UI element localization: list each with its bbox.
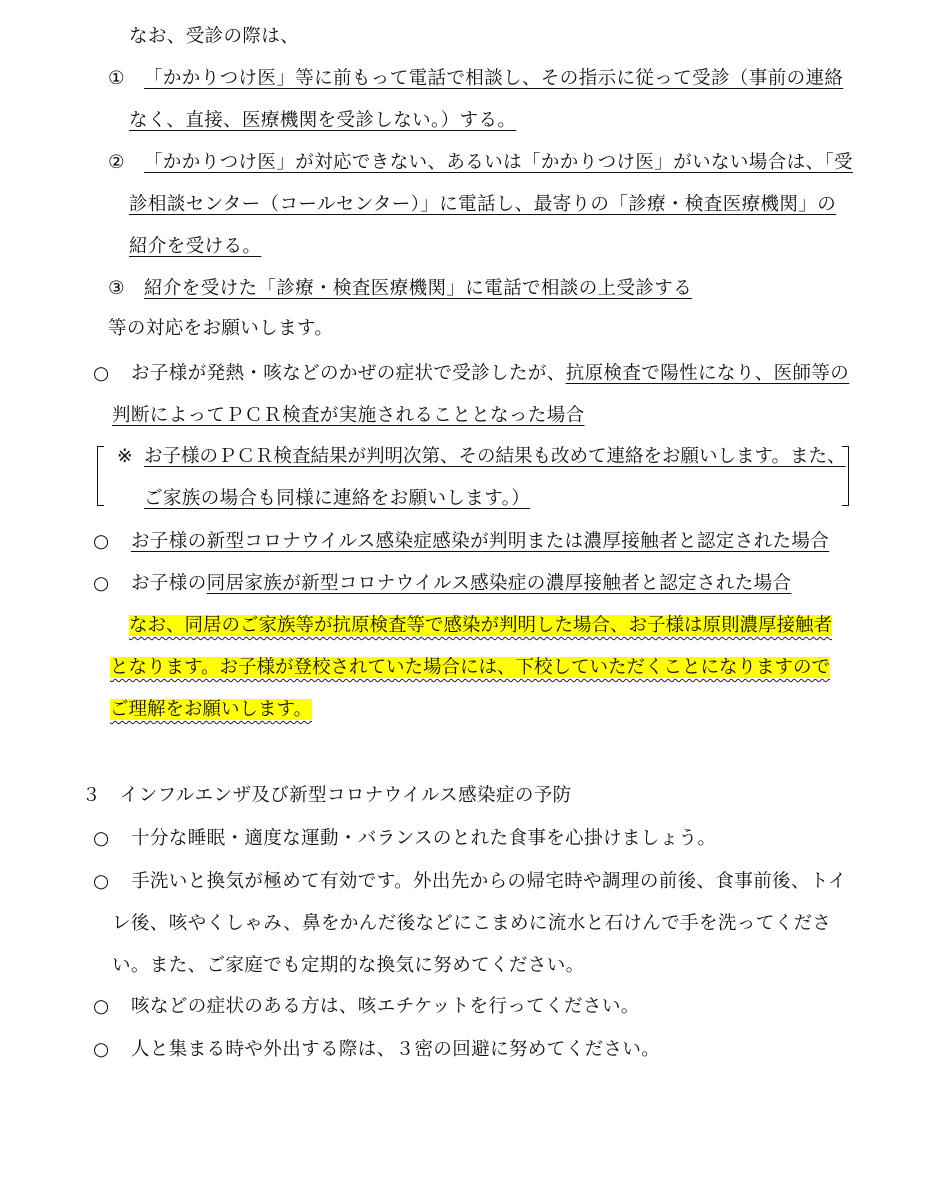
highlight-text-2: となります。お子様が登校されていた場合には、下校していただくことになりますので: [110, 657, 831, 678]
item-2-line1: 「かかりつけ医」が対応できない、あるいは「かかりつけ医」がいない場合は、「受: [144, 152, 853, 173]
highlight-text-1: なお、同居のご家族等が抗原検査等で感染が判明した場合、お子様は原則濃厚接触者: [129, 615, 833, 636]
bullet-circle-icon: ○: [93, 871, 110, 892]
bullet-circle-icon: ○: [93, 573, 110, 594]
item-3-number: ③: [108, 278, 125, 299]
bullet-circle-icon: ○: [93, 531, 110, 552]
bullet-1-line1: [131, 361, 849, 387]
prevention-item-2-line1: 手洗いと換気が極めて有効です。外出先からの帰宅時や調理の前後、食事前後、トイ: [131, 871, 847, 892]
bullet-3-line1: [131, 571, 791, 597]
item-2-line2: 診相談センター（コールセンター）」に電話し、最寄りの「診療・検査医療機関」の: [129, 194, 837, 215]
prevention-item-2-line3: い。また、ご家庭でも定期的な換気に努めてください。: [112, 955, 585, 976]
item-1-line1: 「かかりつけ医」等に前もって電話で相談し、その指示に従って受診（事前の連絡: [144, 68, 844, 89]
note-line1: お子様のＰＣＲ検査結果が判明次第、その結果も改めて連絡をお願いします。また、: [144, 446, 846, 467]
highlight-line3: [110, 697, 312, 723]
note-bracket-left: [97, 446, 104, 506]
bullet-circle-icon: ○: [93, 1039, 110, 1060]
highlight-line1: [129, 613, 832, 639]
prevention-item-4: 人と集まる時や外出する際は、３密の回避に努めてください。: [131, 1039, 661, 1060]
note-line2: ご家族の場合も同様に連絡をお願いします。）: [144, 488, 531, 509]
bullet-3-underlined: 同居家族が新型コロナウイルス感染症の濃厚接触者と認定された場合: [206, 573, 792, 594]
highlight-text-3: ご理解をお願いします。: [110, 699, 313, 720]
note-bracket-right: [842, 446, 849, 506]
prevention-item-2-line2: レ後、咳やくしゃみ、鼻をかんだ後などにこまめに流水と石けんで手を洗ってくださ: [112, 913, 832, 934]
bullet-circle-icon: ○: [93, 363, 110, 384]
bullet-1-underlined: 抗原検査で陽性になり、医師等の: [565, 363, 850, 384]
prevention-item-3: 咳などの症状のある方は、咳エチケットを行ってください。: [131, 996, 640, 1017]
item-3-line1: 紹介を受けた「診療・検査医療機関」に電話で相談の上受診する: [144, 278, 693, 299]
bullet-3-text: お子様の: [131, 573, 207, 594]
intro-closing: 等の対応をお願いします。: [108, 318, 334, 339]
item-2-number: ②: [108, 152, 125, 173]
bullet-circle-icon: ○: [93, 996, 110, 1017]
bullet-2-line1: お子様の新型コロナウイルス感染症感染が判明または濃厚接触者と認定された場合: [131, 531, 830, 552]
highlight-line2: [110, 655, 830, 681]
item-1-line2: なく、直接、医療機関を受診しない。）する。: [129, 110, 517, 131]
bullet-1-line2: 判断によってＰＣＲ検査が実施されることとなった場合: [112, 405, 585, 426]
item-1-number: ①: [108, 68, 125, 89]
intro-line: なお、受診の際は、: [129, 26, 300, 47]
item-2-line3: 紹介を受ける。: [129, 236, 262, 257]
note-mark: ※: [117, 446, 133, 467]
section-3-heading: ３ インフルエンザ及び新型コロナウイルス感染症の予防: [82, 785, 572, 806]
bullet-1-text: お子様が発熱・咳などのかぜの症状で受診したが、: [131, 363, 566, 384]
prevention-item-1: 十分な睡眠・適度な運動・バランスのとれた食事を心掛けましょう。: [131, 828, 717, 849]
bullet-circle-icon: ○: [93, 828, 110, 849]
